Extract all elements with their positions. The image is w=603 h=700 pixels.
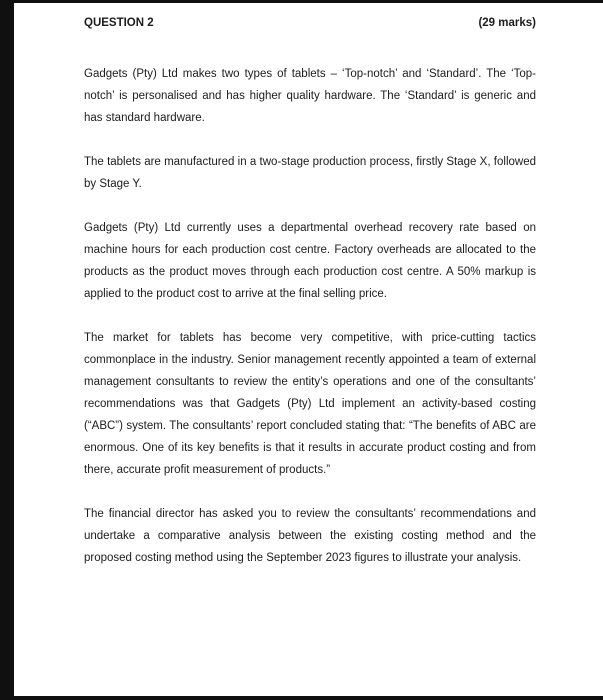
- marks-label: (29 marks): [478, 17, 536, 29]
- bottom-edge-bar: [0, 696, 603, 700]
- top-edge-bar: [0, 0, 603, 3]
- paragraph-market-consultants: The market for tablets has become very competitive, with price-cutting tactics commonplace in the industry. Senior management recently appointed a team of external management consultants to review the entity’s operations and one of the consultants’ recommendations was that Gadgets (Pty) Ltd implement an activity-based costing (“ABC”) system. The consultants’ report concluded stating that: “The benefits of ABC are enormous. One of its key benefits is that it results in accurate product costing and from there, accurate profit measurement of products.”: [84, 332, 536, 476]
- question-header: [84, 12, 536, 34]
- left-edge-bar: [0, 0, 14, 700]
- paragraph-intro: Gadgets (Pty) Ltd makes two types of tablets – ‘Top-notch’ and ‘Standard’. The ‘Top-notch’ is personalised and has higher quality hardware. The ‘Standard’ is generic and has standard hardware.: [84, 68, 536, 124]
- paragraph-production-process: The tablets are manufactured in a two-stage production process, firstly Stage X, followed by Stage Y.: [84, 156, 536, 190]
- question-content: [84, 12, 536, 591]
- paragraph-current-costing: Gadgets (Pty) Ltd currently uses a departmental overhead recovery rate based on machine hours for each production cost centre. Factory overheads are allocated to the products as the product moves through each production cost centre. A 50% markup is applied to the product cost to arrive at the final selling price.: [84, 222, 536, 300]
- question-title: QUESTION 2: [84, 17, 154, 29]
- paragraph-financial-director: The financial director has asked you to review the consultants’ recommendations and undertake a comparative analysis between the existing costing method and the proposed costing method using the September 2023 figures to illustrate your analysis.: [84, 508, 536, 564]
